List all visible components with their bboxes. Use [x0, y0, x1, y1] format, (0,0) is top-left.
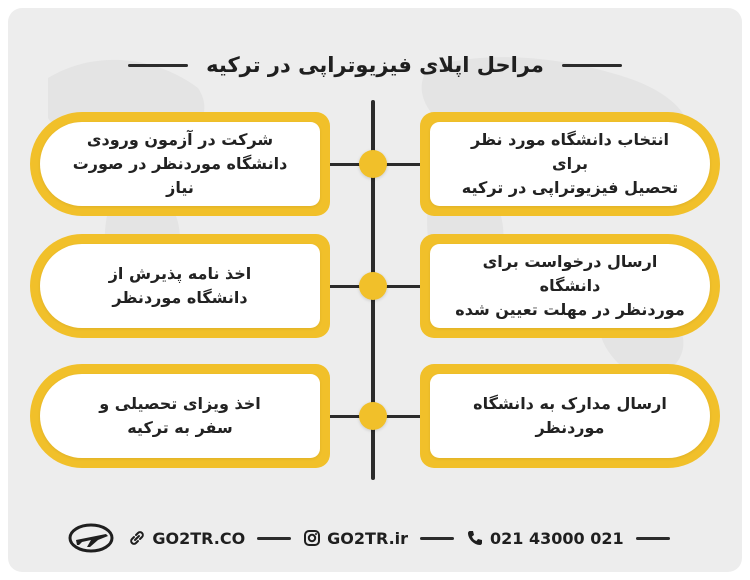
footer-rule — [636, 537, 670, 540]
footer-rule — [257, 537, 291, 540]
step-card-body — [430, 122, 710, 206]
step-text: اخذ ویزای تحصیلی و سفر به ترکیه — [99, 394, 261, 437]
instagram-text: GO2TR.ir — [327, 528, 409, 548]
step-card-body — [430, 374, 710, 458]
step-text: انتخاب دانشگاه مورد نظر برای تحصیل فیزیوتراپی در ترکیه — [461, 130, 679, 197]
title-right-rule — [562, 64, 622, 67]
timeline-node — [359, 272, 387, 300]
step-text: ارسال مدارک به دانشگاه موردنظر — [473, 394, 667, 437]
instagram-icon — [303, 529, 321, 547]
website-link[interactable] — [128, 529, 245, 548]
page-title: مراحل اپلای فیزیوتراپی در ترکیه — [206, 53, 544, 77]
phone-link[interactable] — [466, 529, 624, 548]
phone-icon — [466, 529, 484, 547]
link-icon — [128, 529, 146, 547]
infographic-card — [8, 8, 742, 572]
website-text: GO2TR.CO — [152, 528, 246, 548]
step-card-body — [40, 244, 320, 328]
phone-text: 021 43000 021 — [490, 528, 624, 548]
step-card — [420, 364, 720, 468]
timeline-node — [359, 150, 387, 178]
step-card — [30, 364, 330, 468]
footer — [8, 518, 742, 558]
step-text: شرکت در آزمون ورودی دانشگاه موردنظر در صورت نیاز — [72, 130, 288, 197]
title-left-rule — [128, 64, 188, 67]
step-card — [420, 112, 720, 216]
airplane-logo-icon — [68, 523, 114, 553]
step-text: ارسال درخواست برای دانشگاه موردنظر در مهلت تعیین شده — [455, 252, 685, 319]
footer-rule — [420, 537, 454, 540]
step-card-body — [430, 244, 710, 328]
step-card-body — [40, 374, 320, 458]
instagram-link[interactable] — [303, 529, 408, 548]
title-bar — [8, 46, 742, 84]
step-card-body — [40, 122, 320, 206]
step-card — [420, 234, 720, 338]
step-card — [30, 112, 330, 216]
step-card — [30, 234, 330, 338]
timeline-node — [359, 402, 387, 430]
step-text: اخذ نامه پذیرش از دانشگاه موردنظر — [108, 264, 252, 307]
